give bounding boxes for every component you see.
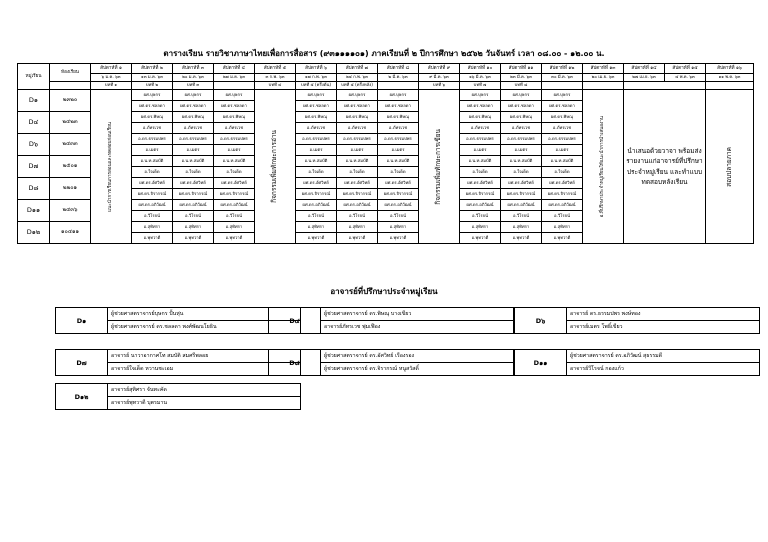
teacher-primary: ผศ.ดร.อัศวิทย์ <box>501 178 542 189</box>
advisor-group: D๔ <box>269 308 321 334</box>
teacher-secondary: อ.วีโรจน์ <box>214 211 255 222</box>
teacher-secondary: ผศ.ดร.ชลลดา <box>296 101 337 112</box>
teacher-secondary: ผศ.ดร.จิรากรณ์ <box>542 189 583 200</box>
teacher-primary: อ.สุทิศรา <box>173 222 214 233</box>
teacher-secondary: ผศ.ดร.จิรากรณ์ <box>214 189 255 200</box>
advisor-name: อาจารย์ใจเด็ด หวานชะเอม <box>108 363 301 376</box>
teacher-primary: อ.ดร.ธรรมปพร <box>132 134 173 145</box>
week-header: สัปดาห์ที่ ๑๔ <box>624 64 665 74</box>
lesson-cell: บทที่ ๔ <box>255 82 296 90</box>
teacher-secondary: ผศ.ดร.ชลลดา <box>501 101 542 112</box>
teacher-primary: ผศ.ดร.อภิวัฒน์ <box>173 200 214 211</box>
teacher-primary: ผศ.ดร.อภิวัฒน์ <box>132 200 173 211</box>
teacher-primary: ผศ.บุษกร <box>501 90 542 101</box>
teacher-primary: อ.ดร.ธรรมปพร <box>542 134 583 145</box>
teacher-secondary: อ.ใจเด็ด <box>132 167 173 178</box>
teacher-secondary: อ.ใจเด็ด <box>296 167 337 178</box>
lesson-cell <box>706 82 754 90</box>
advisor-group: D๘ <box>269 350 321 376</box>
room-cell: ๒๔๓๖ <box>50 200 91 222</box>
teacher-secondary: อ.เมตร <box>173 145 214 156</box>
teacher-primary: อ.น.ท.สมบัติ <box>132 156 173 167</box>
date-cell: ๒ มี.ค. ๖๓ <box>378 74 419 82</box>
week5-note: กิจกรรมเพิ่มทักษะการอ่าน <box>270 130 279 203</box>
week1-note-cell <box>91 90 132 244</box>
teacher-primary: ผศ.ดร.อภิวัฒน์ <box>378 200 419 211</box>
lesson-cell: บทที่ ๒ <box>132 82 173 90</box>
teacher-primary: อ.น.ท.สมบัติ <box>214 156 255 167</box>
teacher-secondary: ผศ.ดร.จิรากรณ์ <box>501 189 542 200</box>
group-cell: D๑๒ <box>18 222 50 244</box>
teacher-secondary: ผศ.ดร.จิรากรณ์ <box>132 189 173 200</box>
teacher-secondary: อ.ใจเด็ด <box>214 167 255 178</box>
teacher-primary: ผศ.บุษกร <box>173 90 214 101</box>
teacher-secondary: ผศ.ดร.ชลลดา <box>460 101 501 112</box>
teacher-secondary: อ.วีโรจน์ <box>296 211 337 222</box>
teacher-primary: ผศ.ดร.อัศวิทย์ <box>378 178 419 189</box>
advisor-name: อาจารย์ภัทรเวช พุ่มเฟือง <box>321 321 514 334</box>
week13-note-cell <box>583 90 624 244</box>
lesson-cell: บทที่ ๕ (ครึ่งหลัง) <box>337 82 378 90</box>
lesson-blank <box>50 82 91 90</box>
advisor-box <box>514 307 760 334</box>
teacher-primary: อ.สุทิศรา <box>132 222 173 233</box>
teacher-primary: ผศ.ดร.อัศวิทย์ <box>337 178 378 189</box>
advisor-name: อาจารย์ ดร.ธรรมปพร พงษ์ทอง <box>567 308 760 321</box>
teacher-secondary: อ.เมตร <box>337 145 378 156</box>
advisor-group: D๑ <box>56 308 108 334</box>
lesson-cell: บทที่ ๖ <box>419 82 460 90</box>
teacher-primary: ผศ.ดร.อภิวัฒน์ <box>296 200 337 211</box>
date-cell: ๒๗ เม.ย. ๖๓ <box>624 74 665 82</box>
teacher-secondary: อ.เมตร <box>501 145 542 156</box>
week16-note: สอบปลายภาค <box>724 146 733 187</box>
teacher-primary: อ.น.ท.สมบัติ <box>296 156 337 167</box>
week-header: สัปดาห์ที่ ๖ <box>296 64 337 74</box>
room-cell: ๒๕๐๑ <box>50 156 91 178</box>
advisor-box <box>268 349 514 376</box>
teacher-secondary: ผศ.ดร.จิรากรณ์ <box>378 189 419 200</box>
advisor-name: อาจารย์เมตร โพธิ์เขียว <box>567 321 760 334</box>
teacher-primary: ผศ.บุษกร <box>337 90 378 101</box>
advisor-group: D๑๒ <box>56 384 108 410</box>
date-cell: ๑๗ ก.พ. ๖๓ <box>296 74 337 82</box>
teacher-secondary: อ.ภัทรเวช <box>337 123 378 134</box>
date-cell: ๔ พ.ค. ๖๓ <box>665 74 706 82</box>
date-cell: ๑๑ พ.ค. ๖๓ <box>706 74 754 82</box>
week-header: สัปดาห์ที่ ๑๖ <box>706 64 754 74</box>
teacher-primary: ผศ.ดร.อภิวัฒน์ <box>542 200 583 211</box>
week-header: สัปดาห์ที่ ๕ <box>255 64 296 74</box>
teacher-primary: ผศ.ดร.พิษณุ <box>542 112 583 123</box>
advisor-box <box>55 349 301 376</box>
week9-note-cell <box>419 90 460 244</box>
week9-note: กิจกรรมเพิ่มทักษะการเขียน <box>434 128 443 205</box>
advisor-box <box>55 307 301 334</box>
teacher-primary: ผศ.ดร.อภิวัฒน์ <box>501 200 542 211</box>
teacher-secondary: อ.ภัทรเวช <box>501 123 542 134</box>
teacher-secondary: อ.ภัทรเวช <box>542 123 583 134</box>
advisor-name: ผู้ช่วยศาสตราจารย์ ดร.ชลลดา พงศ์พัฒนโยธิน <box>108 321 301 334</box>
teacher-secondary: อ.ใจเด็ด <box>337 167 378 178</box>
teacher-primary: ผศ.ดร.พิษณุ <box>214 112 255 123</box>
teacher-primary: อ.สุทิศรา <box>337 222 378 233</box>
teacher-primary: อ.น.ท.สมบัติ <box>337 156 378 167</box>
teacher-secondary: ผศ.ดร.จิรากรณ์ <box>296 189 337 200</box>
teacher-primary: ผศ.บุษกร <box>460 90 501 101</box>
teacher-secondary: ผศ.ดร.ชลลดา <box>542 101 583 112</box>
advisor-group: D๗ <box>56 350 108 376</box>
group-header: หมู่เรียน <box>18 64 50 90</box>
week-header: สัปดาห์ที่ ๗ <box>337 64 378 74</box>
teacher-secondary: อ.วีโรจน์ <box>501 211 542 222</box>
teacher-primary: อ.สุทิศรา <box>501 222 542 233</box>
teacher-primary: ผศ.บุษกร <box>296 90 337 101</box>
teacher-primary: ผศ.ดร.พิษณุ <box>296 112 337 123</box>
teacher-secondary: อ.วีโรจน์ <box>132 211 173 222</box>
week16-note-cell <box>706 90 754 244</box>
teacher-primary: ผศ.ดร.พิษณุ <box>378 112 419 123</box>
room-cell: ๒๔๒๓ <box>50 112 91 134</box>
teacher-primary: อ.ดร.ธรรมปพร <box>460 134 501 145</box>
teacher-secondary: อ.พุทวาดี <box>542 233 583 244</box>
teacher-primary: อ.สุทิศรา <box>214 222 255 233</box>
teacher-secondary: อ.ภัทรเวช <box>173 123 214 134</box>
teacher-primary: ผศ.บุษกร <box>378 90 419 101</box>
teacher-secondary: อ.ใจเด็ด <box>173 167 214 178</box>
advisor-name: อาจารย์พุทวาดี บุตรมาน <box>108 397 301 410</box>
teacher-secondary: ผศ.ดร.ชลลดา <box>378 101 419 112</box>
group-cell: D๖ <box>18 134 50 156</box>
teacher-primary: อ.สุทิศรา <box>460 222 501 233</box>
lesson-cell: บทที่ ๗ <box>460 82 501 90</box>
group-cell: D๔ <box>18 112 50 134</box>
teacher-primary: ผศ.บุษกร <box>214 90 255 101</box>
teacher-primary: ผศ.ดร.อัศวิทย์ <box>132 178 173 189</box>
teacher-primary: อ.สุทิศรา <box>542 222 583 233</box>
week5-note-cell <box>255 90 296 244</box>
teacher-secondary: อ.วีโรจน์ <box>173 211 214 222</box>
teacher-secondary: อ.วีโรจน์ <box>378 211 419 222</box>
week-header: สัปดาห์ที่ ๒ <box>132 64 173 74</box>
advisor-name: ผู้ช่วยศาสตราจารย์บุษกร ปั้นหุ่น <box>108 308 301 321</box>
teacher-secondary: ผศ.ดร.จิรากรณ์ <box>460 189 501 200</box>
teacher-secondary: อ.พุทวาดี <box>337 233 378 244</box>
teacher-secondary: อ.พุทวาดี <box>460 233 501 244</box>
week-header: สัปดาห์ที่ ๑๓ <box>583 64 624 74</box>
teacher-primary: ผศ.ดร.พิษณุ <box>460 112 501 123</box>
teacher-secondary: อ.เมตร <box>460 145 501 156</box>
teacher-secondary: ผศ.ดร.ชลลดา <box>337 101 378 112</box>
teacher-primary: ผศ.ดร.อัศวิทย์ <box>542 178 583 189</box>
room-cell: ๑๐๔๑๑ <box>50 222 91 244</box>
teacher-primary: อ.น.ท.สมบัติ <box>378 156 419 167</box>
lesson-cell <box>378 82 419 90</box>
teacher-secondary: อ.ใจเด็ด <box>378 167 419 178</box>
lesson-cell <box>214 82 255 90</box>
date-cell: ๓๐ มี.ค. ๖๓ <box>542 74 583 82</box>
advisor-group: D๑๑ <box>515 350 567 376</box>
room-cell: ๒๔๓๓ <box>50 134 91 156</box>
advisor-name: อาจารย์สุทิศรา จันทะคัด <box>108 384 301 397</box>
advisor-name: ผู้ช่วยศาสตราจารย์ ดร.จิรากรณ์ หนูสวัสดิ์ <box>321 363 514 376</box>
teacher-secondary: อ.เมตร <box>214 145 255 156</box>
date-cell: ๒๓ มี.ค. ๖๓ <box>501 74 542 82</box>
lesson-cell: บทที่ ๑ <box>91 82 132 90</box>
week-header: สัปดาห์ที่ ๓ <box>173 64 214 74</box>
room-cell: ๒๒๐๑ <box>50 178 91 200</box>
lesson-cell <box>583 82 624 90</box>
teacher-secondary: อ.ภัทรเวช <box>132 123 173 134</box>
week-header: สัปดาห์ที่ ๑๕ <box>665 64 706 74</box>
teacher-primary: ผศ.ดร.พิษณุ <box>337 112 378 123</box>
advisor-group: D๖ <box>515 308 567 334</box>
date-cell: ๒๐ ม.ค. ๖๓ <box>173 74 214 82</box>
advisor-box <box>55 383 301 410</box>
teacher-secondary: อ.พุทวาดี <box>173 233 214 244</box>
teacher-secondary: อ.ภัทรเวช <box>214 123 255 134</box>
teacher-secondary: อ.เมตร <box>378 145 419 156</box>
teacher-secondary: อ.เมตร <box>542 145 583 156</box>
week-header: สัปดาห์ที่ ๙ <box>419 64 460 74</box>
teacher-secondary: อ.วีโรจน์ <box>542 211 583 222</box>
group-cell: D๗ <box>18 156 50 178</box>
lesson-cell: บทที่ ๕ (ครึ่งต้น) <box>296 82 337 90</box>
lesson-cell <box>624 82 706 90</box>
teacher-secondary: อ.ใจเด็ด <box>542 167 583 178</box>
teacher-primary: อ.ดร.ธรรมปพร <box>214 134 255 145</box>
teacher-secondary: อ.ใจเด็ด <box>460 167 501 178</box>
teacher-secondary: อ.วีโรจน์ <box>337 211 378 222</box>
lesson-cell: บทที่ ๓ <box>173 82 214 90</box>
advisor-name: อาจารย์วีโรจน์ กองแก้ว <box>567 363 760 376</box>
teacher-primary: อ.ดร.ธรรมปพร <box>296 134 337 145</box>
advisor-name: อาจารย์ นาวาอากาศโท สมบัติ สมศรีพลอย <box>108 350 301 363</box>
teacher-secondary: ผศ.ดร.จิรากรณ์ <box>337 189 378 200</box>
room-header: ห้องเรียน <box>50 64 91 82</box>
teacher-primary: อ.น.ท.สมบัติ <box>173 156 214 167</box>
teacher-secondary: ผศ.ดร.จิรากรณ์ <box>173 189 214 200</box>
week-header: สัปดาห์ที่ ๑๒ <box>542 64 583 74</box>
teacher-primary: ผศ.บุษกร <box>132 90 173 101</box>
date-cell: ๒๐ เม.ย. ๖๓ <box>583 74 624 82</box>
date-cell: ๙ มี.ค. ๖๓ <box>419 74 460 82</box>
week1-note: แนะนำการเรียนการสอนและทดสอบก่อนเรียน <box>108 121 114 212</box>
teacher-secondary: อ.เมตร <box>296 145 337 156</box>
teacher-secondary: อ.พุทวาดี <box>378 233 419 244</box>
teacher-primary: อ.ดร.ธรรมปพร <box>378 134 419 145</box>
schedule-table <box>17 63 754 244</box>
teacher-primary: ผศ.ดร.พิษณุ <box>173 112 214 123</box>
teacher-primary: อ.น.ท.สมบัติ <box>460 156 501 167</box>
teacher-primary: ผศ.ดร.อภิวัฒน์ <box>460 200 501 211</box>
date-cell: ๒๔ ก.พ. ๖๓ <box>337 74 378 82</box>
teacher-primary: อ.สุทิศรา <box>296 222 337 233</box>
date-cell: ๒๗ ม.ค. ๖๓ <box>214 74 255 82</box>
teacher-secondary: อ.ใจเด็ด <box>501 167 542 178</box>
teacher-secondary: ผศ.ดร.ชลลดา <box>214 101 255 112</box>
teacher-secondary: อ.พุทวาดี <box>501 233 542 244</box>
group-cell: D๑ <box>18 90 50 112</box>
advisor-box <box>514 349 760 376</box>
week-header: สัปดาห์ที่ ๔ <box>214 64 255 74</box>
advisors-title: อาจารย์ที่ปรึกษาประจำหมู่เรียน <box>330 287 438 296</box>
teacher-secondary: อ.พุทวาดี <box>296 233 337 244</box>
teacher-secondary: อ.ภัทรเวช <box>460 123 501 134</box>
advisor-name: ผู้ช่วยศาสตราจารย์ ดร.อภิวัฒน์ สุธรรมดี <box>567 350 760 363</box>
teacher-primary: ผศ.บุษกร <box>542 90 583 101</box>
teacher-primary: อ.ดร.ธรรมปพร <box>501 134 542 145</box>
teacher-primary: อ.น.ท.สมบัติ <box>542 156 583 167</box>
teacher-secondary: อ.ภัทรเวช <box>296 123 337 134</box>
week13-note: อ.ที่ปรึกษาประจำหมู่เรียนให้แนะนำการนำเสนองาน <box>600 115 606 218</box>
week-header: สัปดาห์ที่ ๑๐ <box>460 64 501 74</box>
week-header: สัปดาห์ที่ ๑๑ <box>501 64 542 74</box>
teacher-primary: ผศ.ดร.พิษณุ <box>132 112 173 123</box>
page-title: ตารางเรียน รายวิชาภาษาไทยเพื่อการสื่อสาร (๙๓๑๑๑๑๐๑) ภาคเรียนที่ ๒ ปีการศึกษา ๒๕๖๒ วันจันทร์ เวลา ๐๘.๐๐ - ๑๒.๐๐ น. <box>163 49 605 58</box>
week-header: สัปดาห์ที่ ๑ <box>91 64 132 74</box>
teacher-primary: ผศ.ดร.อภิวัฒน์ <box>214 200 255 211</box>
teacher-primary: ผศ.ดร.พิษณุ <box>501 112 542 123</box>
teacher-primary: ผศ.ดร.อัศวิทย์ <box>214 178 255 189</box>
advisor-name: ผู้ช่วยศาสตราจารย์ ดร.พิษณุ บางเขียว <box>321 308 514 321</box>
teacher-primary: ผศ.ดร.อัศวิทย์ <box>173 178 214 189</box>
group-cell: D๑๑ <box>18 200 50 222</box>
teacher-primary: อ.น.ท.สมบัติ <box>501 156 542 167</box>
date-cell: ๖ ม.ค. ๖๓ <box>91 74 132 82</box>
teacher-secondary: อ.วีโรจน์ <box>460 211 501 222</box>
room-cell: ๒๓๒๐ <box>50 90 91 112</box>
teacher-secondary: อ.พุทวาดี <box>214 233 255 244</box>
date-cell: ๑๖ มี.ค. ๖๓ <box>460 74 501 82</box>
lesson-cell: บทที่ ๘ <box>501 82 542 90</box>
group-cell: D๘ <box>18 178 50 200</box>
teacher-secondary: อ.พุทวาดี <box>132 233 173 244</box>
date-cell: ๓ ก.พ. ๖๓ <box>255 74 296 82</box>
date-cell: ๑๓ ม.ค. ๖๓ <box>132 74 173 82</box>
teacher-primary: อ.ดร.ธรรมปพร <box>173 134 214 145</box>
week-header: สัปดาห์ที่ ๘ <box>378 64 419 74</box>
teacher-primary: ผศ.ดร.อัศวิทย์ <box>296 178 337 189</box>
week14-note: นำเสนอด้วยวาจา พร้อมส่งรายงานแก่อาจารย์ที่ปรึกษาประจำหมู่เรียน และทำแบบทดสอบหลังเรียน <box>624 90 706 244</box>
teacher-primary: ผศ.ดร.อัศวิทย์ <box>460 178 501 189</box>
lesson-cell <box>542 82 583 90</box>
teacher-primary: อ.สุทิศรา <box>378 222 419 233</box>
advisor-box <box>268 307 514 334</box>
advisor-name: ผู้ช่วยศาสตราจารย์ ดร.อัศวิทย์ เรืองรอง <box>321 350 514 363</box>
teacher-secondary: ผศ.ดร.ชลลดา <box>173 101 214 112</box>
teacher-secondary: ผศ.ดร.ชลลดา <box>132 101 173 112</box>
teacher-secondary: อ.เมตร <box>132 145 173 156</box>
teacher-secondary: อ.ภัทรเวช <box>378 123 419 134</box>
teacher-primary: อ.ดร.ธรรมปพร <box>337 134 378 145</box>
teacher-primary: ผศ.ดร.อภิวัฒน์ <box>337 200 378 211</box>
